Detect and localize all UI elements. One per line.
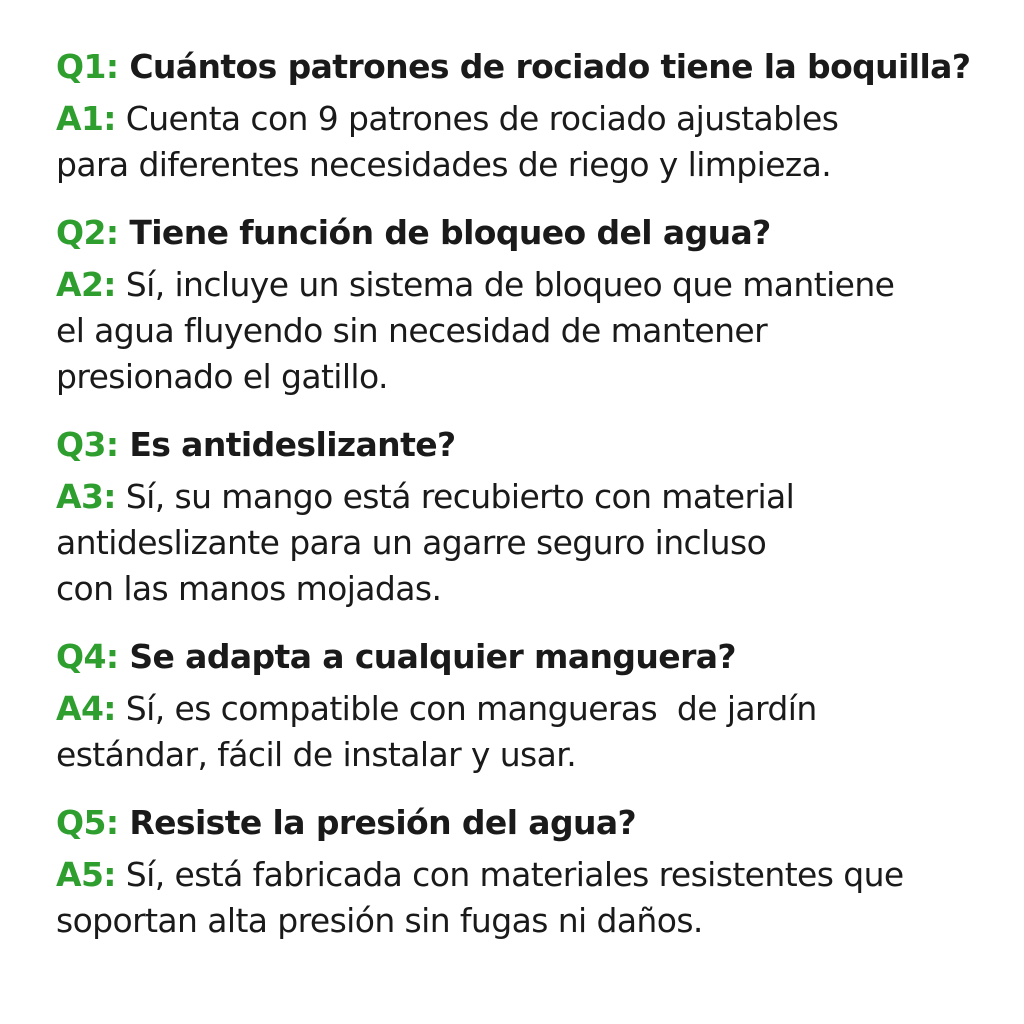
- answer-prefix: A2:: [56, 265, 116, 304]
- answer-line: [56, 474, 984, 520]
- faq-item-5: [56, 800, 984, 944]
- answer-line: [56, 96, 984, 142]
- faq-answer: [56, 96, 984, 188]
- answer-line: [56, 262, 984, 308]
- answer-prefix: A3:: [56, 477, 116, 516]
- question-prefix: Q4:: [56, 637, 119, 676]
- faq-answer: [56, 262, 984, 400]
- answer-line: antideslizante para un agarre seguro incluso: [56, 523, 767, 562]
- answer-prefix: A1:: [56, 99, 116, 138]
- faq-item-1: [56, 44, 984, 188]
- question-text: Tiene función de bloqueo del agua?: [129, 213, 771, 252]
- answer-line: presionado el gatillo.: [56, 357, 388, 396]
- answer-line: soportan alta presión sin fugas ni daños.: [56, 901, 703, 940]
- faq-item-3: [56, 422, 984, 612]
- answer-prefix: A4:: [56, 689, 116, 728]
- answer-line: [56, 852, 984, 898]
- faq-answer: [56, 474, 984, 612]
- answer-text: Cuenta con 9 patrones de rociado ajustables: [125, 99, 839, 138]
- question-text: Cuántos patrones de rociado tiene la boquilla?: [129, 47, 971, 86]
- question-prefix: Q5:: [56, 803, 119, 842]
- answer-line: con las manos mojadas.: [56, 569, 442, 608]
- question-text: Es antideslizante?: [129, 425, 456, 464]
- question-prefix: Q3:: [56, 425, 119, 464]
- question-prefix: Q1:: [56, 47, 119, 86]
- faq-answer: [56, 852, 984, 944]
- faq-question: [56, 422, 984, 468]
- faq-question: [56, 210, 984, 256]
- faq-question: [56, 44, 984, 90]
- question-text: Resiste la presión del agua?: [129, 803, 637, 842]
- faq-question: [56, 800, 984, 846]
- answer-line: el agua fluyendo sin necesidad de mantener: [56, 311, 768, 350]
- answer-line: estándar, fácil de instalar y usar.: [56, 735, 577, 774]
- answer-line: [56, 686, 984, 732]
- question-prefix: Q2:: [56, 213, 119, 252]
- answer-prefix: A5:: [56, 855, 116, 894]
- question-text: Se adapta a cualquier manguera?: [129, 637, 736, 676]
- answer-text: Sí, es compatible con mangueras de jardín: [125, 689, 817, 728]
- answer-line: para diferentes necesidades de riego y limpieza.: [56, 145, 832, 184]
- answer-text: Sí, incluye un sistema de bloqueo que mantiene: [125, 265, 895, 304]
- faq-item-4: [56, 634, 984, 778]
- faq-question: [56, 634, 984, 680]
- answer-text: Sí, está fabricada con materiales resistentes que: [125, 855, 904, 894]
- answer-text: Sí, su mango está recubierto con material: [125, 477, 795, 516]
- faq-item-2: [56, 210, 984, 400]
- faq-answer: [56, 686, 984, 778]
